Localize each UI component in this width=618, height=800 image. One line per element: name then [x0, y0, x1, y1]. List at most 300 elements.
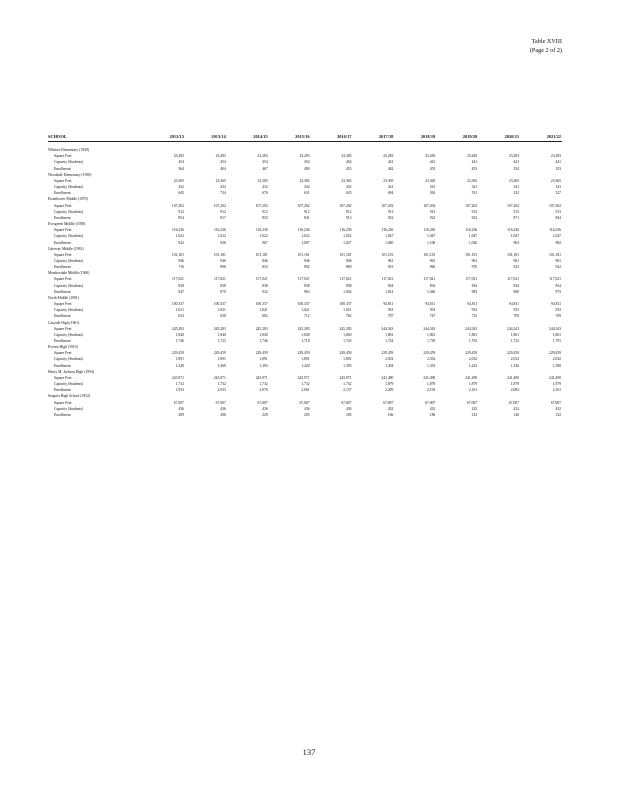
- table-cell: 834: [513, 283, 520, 288]
- metric-label: Enrollment: [54, 191, 71, 196]
- table-cell: 1,021: [343, 308, 352, 313]
- table-cell: 441: [471, 160, 478, 165]
- table-cell: 23,365: [383, 178, 394, 183]
- table-cell: 973: [555, 289, 561, 294]
- table-cell: 453: [471, 166, 478, 171]
- table-cell: 838: [262, 283, 268, 288]
- table-cell: 101,181: [423, 252, 436, 257]
- table-cell: 960: [429, 265, 436, 270]
- table-cell: 432: [513, 406, 520, 411]
- table-cell: 243,971: [171, 375, 184, 380]
- table-cell: 116,236: [339, 228, 352, 233]
- metric-label: Capacity (Students): [54, 283, 84, 288]
- table-cell: 2,209: [385, 388, 394, 393]
- table-cell: 243,971: [213, 375, 226, 380]
- table-cell: 116,236: [423, 228, 436, 233]
- metric-label: Capacity (Students): [54, 382, 84, 387]
- table-cell: 967: [262, 240, 268, 245]
- metric-label: Capacity (Students): [54, 357, 84, 362]
- table-cell: 1,746: [175, 339, 184, 343]
- column-header: 2020/21: [478, 134, 520, 142]
- table-cell: 23,283: [508, 154, 520, 159]
- table-cell: 243,971: [255, 375, 268, 380]
- table-cell: 913: [345, 215, 352, 220]
- table-cell: 454: [304, 160, 310, 165]
- table-cell: 1,022: [217, 234, 226, 239]
- metric-label: Square Feet: [54, 252, 72, 257]
- table-cell: 834: [555, 283, 561, 288]
- table-cell: 101,181: [297, 252, 310, 257]
- table-cell: 229,459: [549, 351, 561, 356]
- table-cell: 341: [555, 185, 561, 190]
- table-cell: 23,283: [341, 154, 352, 159]
- table-cell: 946: [178, 258, 184, 263]
- table-cell: 527: [555, 191, 561, 196]
- table-id: Table XVIII: [531, 38, 562, 45]
- table-cell: 100,337: [213, 302, 226, 307]
- table-cell: 432: [471, 406, 478, 411]
- table-cell: 432: [262, 185, 268, 190]
- table-cell: 1,840: [301, 332, 310, 337]
- column-header: 2012/13: [143, 134, 185, 142]
- column-header: 2019/20: [436, 134, 478, 142]
- table-cell: 241,490: [549, 375, 561, 380]
- metric-label: Enrollment: [54, 314, 71, 319]
- metric-label: Capacity (Students): [54, 160, 84, 165]
- table-cell: 244,343: [507, 326, 520, 331]
- table-cell: 838: [220, 283, 226, 288]
- table-cell: 983: [471, 289, 478, 294]
- school-name: Henry M. Jackson High (1994): [48, 369, 94, 374]
- table-cell: 1,861: [552, 332, 561, 337]
- table-cell: 107,202: [381, 203, 394, 208]
- table-cell: 341: [471, 185, 478, 190]
- table-cell: 2,061: [301, 388, 310, 393]
- table-cell: 833: [262, 265, 268, 270]
- table-cell: 354: [513, 166, 520, 171]
- table-cell: 453: [345, 166, 352, 171]
- table-cell: 101,181: [465, 252, 478, 257]
- table-cell: 854: [178, 215, 184, 220]
- table-cell: 1,021: [175, 308, 184, 313]
- metric-label: Enrollment: [54, 412, 71, 417]
- school-name: Woodside Elementary (1958): [48, 172, 92, 177]
- page-indicator: (Page 2 of 2): [529, 47, 562, 54]
- school-name: Gateway Middle (1992): [48, 246, 84, 251]
- table-cell: 932: [262, 289, 268, 294]
- table-cell: 1,040: [385, 240, 394, 245]
- table-cell: 963: [304, 289, 310, 294]
- metric-label: Square Feet: [54, 326, 72, 331]
- table-cell: 117,021: [465, 277, 478, 282]
- table-cell: 635: [345, 191, 352, 196]
- table-cell: 1,840: [343, 332, 352, 337]
- table-cell: 436: [345, 406, 352, 411]
- table-cell: 682: [262, 314, 268, 319]
- school-name: Eisenhower Middle (1970): [48, 197, 88, 202]
- table-cell: 1,369: [217, 363, 226, 368]
- table-cell: 67,007: [341, 400, 352, 405]
- table-cell: 107,202: [213, 203, 226, 208]
- table-cell: 1,423: [468, 363, 478, 368]
- table-cell: 101,181: [213, 252, 226, 257]
- table-cell: 834: [429, 283, 436, 288]
- table-cell: 229,459: [297, 351, 310, 356]
- table-cell: 241,490: [507, 375, 520, 380]
- table-cell: 1,047: [426, 234, 436, 239]
- table-cell: 923: [429, 215, 436, 220]
- table-cell: 462: [387, 166, 394, 171]
- column-header-row: [48, 134, 562, 142]
- table-cell: 694: [387, 191, 394, 196]
- column-header: SCHOOL: [48, 134, 143, 142]
- table-cell: 94,811: [467, 302, 478, 307]
- table-cell: 117,021: [381, 277, 394, 282]
- table-cell: 933: [513, 308, 520, 313]
- table-cell: 245,283: [255, 326, 268, 331]
- table-cell: 2,032: [426, 357, 436, 362]
- table-cell: 1,022: [175, 234, 184, 239]
- column-header: 2017/18: [352, 134, 394, 142]
- table-cell: 94,811: [425, 302, 436, 307]
- metric-label: Enrollment: [54, 388, 71, 393]
- metric-label: Square Feet: [54, 375, 72, 380]
- table-cell: 23,283: [173, 154, 184, 159]
- table-cell: 117,021: [339, 277, 352, 282]
- table-cell: 913: [471, 209, 478, 214]
- table-cell: 890: [345, 265, 352, 270]
- table-cell: 1,021: [259, 308, 268, 313]
- table-cell: 454: [345, 160, 352, 165]
- table-cell: 100,337: [171, 302, 184, 307]
- table-cell: 942: [178, 240, 184, 245]
- table-cell: 912: [262, 209, 268, 214]
- table-cell: 23,365: [173, 178, 184, 183]
- table-cell: 1,004: [343, 289, 352, 294]
- table-cell: 1,861: [426, 332, 436, 337]
- table-cell: 441: [513, 160, 520, 165]
- table-cell: 1,791: [552, 339, 561, 343]
- table-cell: 186: [429, 412, 436, 417]
- table-cell: 23,283: [425, 154, 436, 159]
- table-cell: 1,047: [468, 234, 478, 239]
- table-cell: 1,026: [468, 240, 478, 245]
- table-cell: 107,202: [255, 203, 268, 208]
- table-cell: 1,732: [343, 382, 352, 387]
- table-cell: 1,723: [510, 339, 520, 343]
- table-cell: 23,283: [550, 154, 561, 159]
- table-cell: 912: [345, 209, 352, 214]
- table-cell: 143: [471, 412, 478, 417]
- table-cell: 1,393: [259, 363, 268, 368]
- table-cell: 94,811: [383, 302, 394, 307]
- table-cell: 67,007: [550, 400, 561, 405]
- table-cell: 2,032: [468, 357, 478, 362]
- table-cell: 632: [178, 314, 184, 319]
- school-name: Sequoia High School (1952): [48, 394, 91, 399]
- table-cell: 961: [387, 258, 394, 263]
- table-cell: 23,365: [341, 178, 352, 183]
- table-cell: 23,283: [383, 154, 394, 159]
- table-cell: 933: [387, 308, 394, 313]
- school-name: Whittier Elementary (1949): [48, 148, 89, 153]
- table-cell: 1,022: [343, 234, 352, 239]
- table-cell: 67,007: [508, 400, 520, 405]
- table-cell: 229,459: [255, 351, 268, 356]
- table-cell: 870: [220, 289, 226, 294]
- table-cell: 1,723: [217, 339, 226, 343]
- table-cell: 341: [429, 185, 436, 190]
- table-cell: 241,490: [423, 375, 436, 380]
- table-cell: 229,459: [213, 351, 226, 356]
- table-cell: 454: [262, 160, 268, 165]
- table-cell: 229,459: [465, 351, 478, 356]
- table-cell: 1,933: [175, 388, 184, 393]
- table-cell: 1,879: [468, 382, 478, 387]
- table-cell: 2,192: [426, 388, 436, 393]
- table-cell: 1,763: [468, 339, 478, 343]
- table-cell: 441: [555, 160, 561, 165]
- table-cell: 117,021: [507, 277, 520, 282]
- table-cell: 762: [345, 314, 352, 319]
- table-cell: 100,337: [339, 302, 352, 307]
- column-header: 2016/17: [311, 134, 353, 142]
- table-cell: 2,032: [552, 357, 561, 362]
- table-cell: 963: [513, 240, 520, 245]
- metric-label: Square Feet: [54, 203, 72, 208]
- table-cell: 432: [429, 406, 436, 411]
- table-cell: 101,181: [171, 252, 184, 257]
- table-cell: 205: [304, 412, 310, 417]
- table-cell: 1,027: [343, 240, 352, 245]
- table-cell: 847: [178, 289, 184, 294]
- table-cell: 436: [304, 406, 310, 411]
- table-cell: 229,459: [381, 351, 394, 356]
- table-cell: 23,283: [467, 154, 478, 159]
- table-cell: 67,007: [257, 400, 268, 405]
- table-cell: 734: [220, 191, 226, 196]
- table-cell: 126: [513, 412, 520, 417]
- table-cell: 1,891: [217, 357, 226, 362]
- table-cell: 453: [429, 166, 436, 171]
- table-cell: 1,879: [385, 382, 394, 387]
- table-cell: 1,879: [552, 382, 561, 387]
- table-cell: 94,811: [550, 302, 561, 307]
- table-cell: 23,365: [550, 178, 561, 183]
- table-cell: 723: [471, 314, 478, 319]
- metric-label: Enrollment: [54, 265, 71, 270]
- table-cell: 1,046: [426, 289, 436, 294]
- table-cell: 933: [429, 308, 436, 313]
- table-cell: 229: [262, 412, 268, 417]
- school-capacity-table: [48, 134, 562, 418]
- table-cell: 107,202: [171, 203, 184, 208]
- table-cell: 1,730: [426, 339, 436, 343]
- table-cell: 2,101: [552, 388, 561, 393]
- table-cell: 1,732: [301, 382, 310, 387]
- column-header: 2021/22: [520, 134, 562, 142]
- table-cell: 1,891: [259, 357, 268, 362]
- table-cell: 1,861: [385, 332, 394, 337]
- table-cell: 341: [513, 185, 520, 190]
- metric-label: Square Feet: [54, 302, 72, 307]
- table-cell: 2,137: [343, 388, 352, 393]
- table-cell: 1,047: [385, 234, 394, 239]
- table-cell: 241,490: [465, 375, 478, 380]
- metric-row: [48, 412, 562, 418]
- table-cell: 747: [429, 314, 436, 319]
- table-cell: 833: [262, 215, 268, 220]
- table-cell: 1,861: [510, 332, 520, 337]
- table-cell: 1,012: [385, 289, 394, 294]
- table-cell: 353: [555, 166, 561, 171]
- table-cell: 912: [178, 209, 184, 214]
- table-cell: 838: [178, 283, 184, 288]
- school-name: Meadowdale Middle (1960): [48, 271, 90, 276]
- table-cell: 841: [304, 215, 310, 220]
- table-cell: 1,047: [552, 234, 561, 239]
- table-cell: 834: [387, 283, 394, 288]
- table-cell: 243,971: [339, 375, 352, 380]
- metric-label: Capacity (Students): [54, 258, 84, 263]
- table-cell: 1,891: [301, 357, 310, 362]
- column-header: 2013/14: [185, 134, 227, 142]
- table-cell: 23,365: [425, 178, 436, 183]
- table-cell: 1,021: [217, 308, 226, 313]
- table-cell: 1,743: [343, 339, 352, 343]
- table-cell: 117,021: [255, 277, 268, 282]
- table-cell: 563: [429, 191, 436, 196]
- table-cell: 961: [429, 258, 436, 263]
- metric-label: Enrollment: [54, 363, 71, 368]
- table-cell: 933: [471, 308, 478, 313]
- metric-label: Enrollment: [54, 240, 71, 245]
- table-cell: 23,365: [299, 178, 310, 183]
- table-cell: 898: [220, 265, 226, 270]
- table-cell: 67,007: [467, 400, 478, 405]
- table-body: [48, 147, 562, 418]
- table-cell: 432: [345, 185, 352, 190]
- table-cell: 960: [513, 289, 520, 294]
- table-cell: 454: [220, 160, 226, 165]
- table-cell: 817: [220, 215, 226, 220]
- table-cell: 1,420: [301, 363, 310, 368]
- table-cell: 100,337: [255, 302, 268, 307]
- table-cell: 2,033: [217, 388, 226, 393]
- table-cell: 432: [387, 406, 394, 411]
- table-cell: 432: [178, 185, 184, 190]
- table-cell: 67,007: [383, 400, 394, 405]
- table-cell: 1,891: [175, 357, 184, 362]
- table-cell: 107,202: [339, 203, 352, 208]
- table-cell: 432: [555, 406, 561, 411]
- table-cell: 946: [304, 258, 310, 263]
- table-cell: 712: [304, 314, 310, 319]
- table-cell: 436: [220, 406, 226, 411]
- metric-label: Enrollment: [54, 166, 71, 171]
- table-cell: 676: [262, 191, 268, 196]
- table-cell: 436: [178, 406, 184, 411]
- table-cell: 206: [220, 412, 226, 417]
- table-cell: 1,879: [426, 382, 436, 387]
- table-cell: 229,459: [171, 351, 184, 356]
- metric-label: Enrollment: [54, 339, 71, 343]
- table-cell: 1,718: [301, 339, 310, 343]
- table-cell: 1,022: [259, 234, 268, 239]
- table-cell: 933: [555, 308, 561, 313]
- table-cell: 928: [220, 240, 226, 245]
- metric-label: Capacity (Students): [54, 209, 84, 214]
- table-cell: 2,076: [259, 388, 268, 393]
- table-cell: 245,283: [339, 326, 352, 331]
- metric-label: Square Feet: [54, 154, 72, 159]
- table-cell: 101,181: [549, 252, 561, 257]
- table-cell: 961: [555, 258, 561, 263]
- table-cell: 1,732: [175, 382, 184, 387]
- table-cell: 2,032: [385, 357, 394, 362]
- table-cell: 117,021: [549, 277, 561, 282]
- table-cell: 923: [513, 265, 520, 270]
- table-cell: 2,032: [510, 357, 520, 362]
- table-cell: 341: [387, 185, 394, 190]
- table-cell: 116,236: [507, 228, 520, 233]
- table-cell: 1,746: [259, 339, 268, 343]
- table-cell: 2,161: [468, 388, 478, 393]
- table-cell: 245,283: [171, 326, 184, 331]
- table-cell: 441: [387, 160, 394, 165]
- table-cell: 107,202: [507, 203, 520, 208]
- table-cell: 454: [178, 160, 184, 165]
- table-cell: 432: [220, 185, 226, 190]
- table-cell: 101,181: [339, 252, 352, 257]
- page-number: 137: [302, 747, 316, 757]
- table-cell: 946: [345, 258, 352, 263]
- column-header: 2014/15: [227, 134, 269, 142]
- table-cell: 404: [220, 166, 226, 171]
- table-cell: 101,181: [507, 252, 520, 257]
- table-cell: 229,459: [339, 351, 352, 356]
- table-cell: 892: [304, 265, 310, 270]
- table-cell: 1,021: [301, 308, 310, 313]
- metric-label: Capacity (Students): [54, 332, 84, 337]
- table-cell: 245,283: [213, 326, 226, 331]
- table-cell: 838: [304, 283, 310, 288]
- table-cell: 245,283: [297, 326, 310, 331]
- table-cell: 946: [220, 258, 226, 263]
- table-cell: 1,840: [175, 332, 184, 337]
- table-cell: 1,891: [343, 357, 352, 362]
- table-cell: 913: [387, 209, 394, 214]
- table-cell: 23,283: [299, 154, 310, 159]
- table-cell: 1,022: [301, 234, 310, 239]
- metric-label: Square Feet: [54, 277, 72, 282]
- table-cell: 116,236: [549, 228, 561, 233]
- table-cell: 1,724: [385, 339, 394, 343]
- table-cell: 1,393: [343, 363, 352, 368]
- table-cell: 923: [471, 215, 478, 220]
- table-cell: 645: [178, 191, 184, 196]
- table-cell: 838: [345, 283, 352, 288]
- school-name: Evergreen Middle (1958): [48, 222, 86, 227]
- table-cell: 923: [387, 265, 394, 270]
- table-cell: 23,283: [215, 154, 226, 159]
- table-cell: 1,732: [217, 382, 226, 387]
- table-cell: 709: [513, 314, 520, 319]
- table-cell: 834: [471, 283, 478, 288]
- table-cell: 913: [429, 209, 436, 214]
- table-cell: 912: [304, 209, 310, 214]
- table-cell: 243,971: [297, 375, 310, 380]
